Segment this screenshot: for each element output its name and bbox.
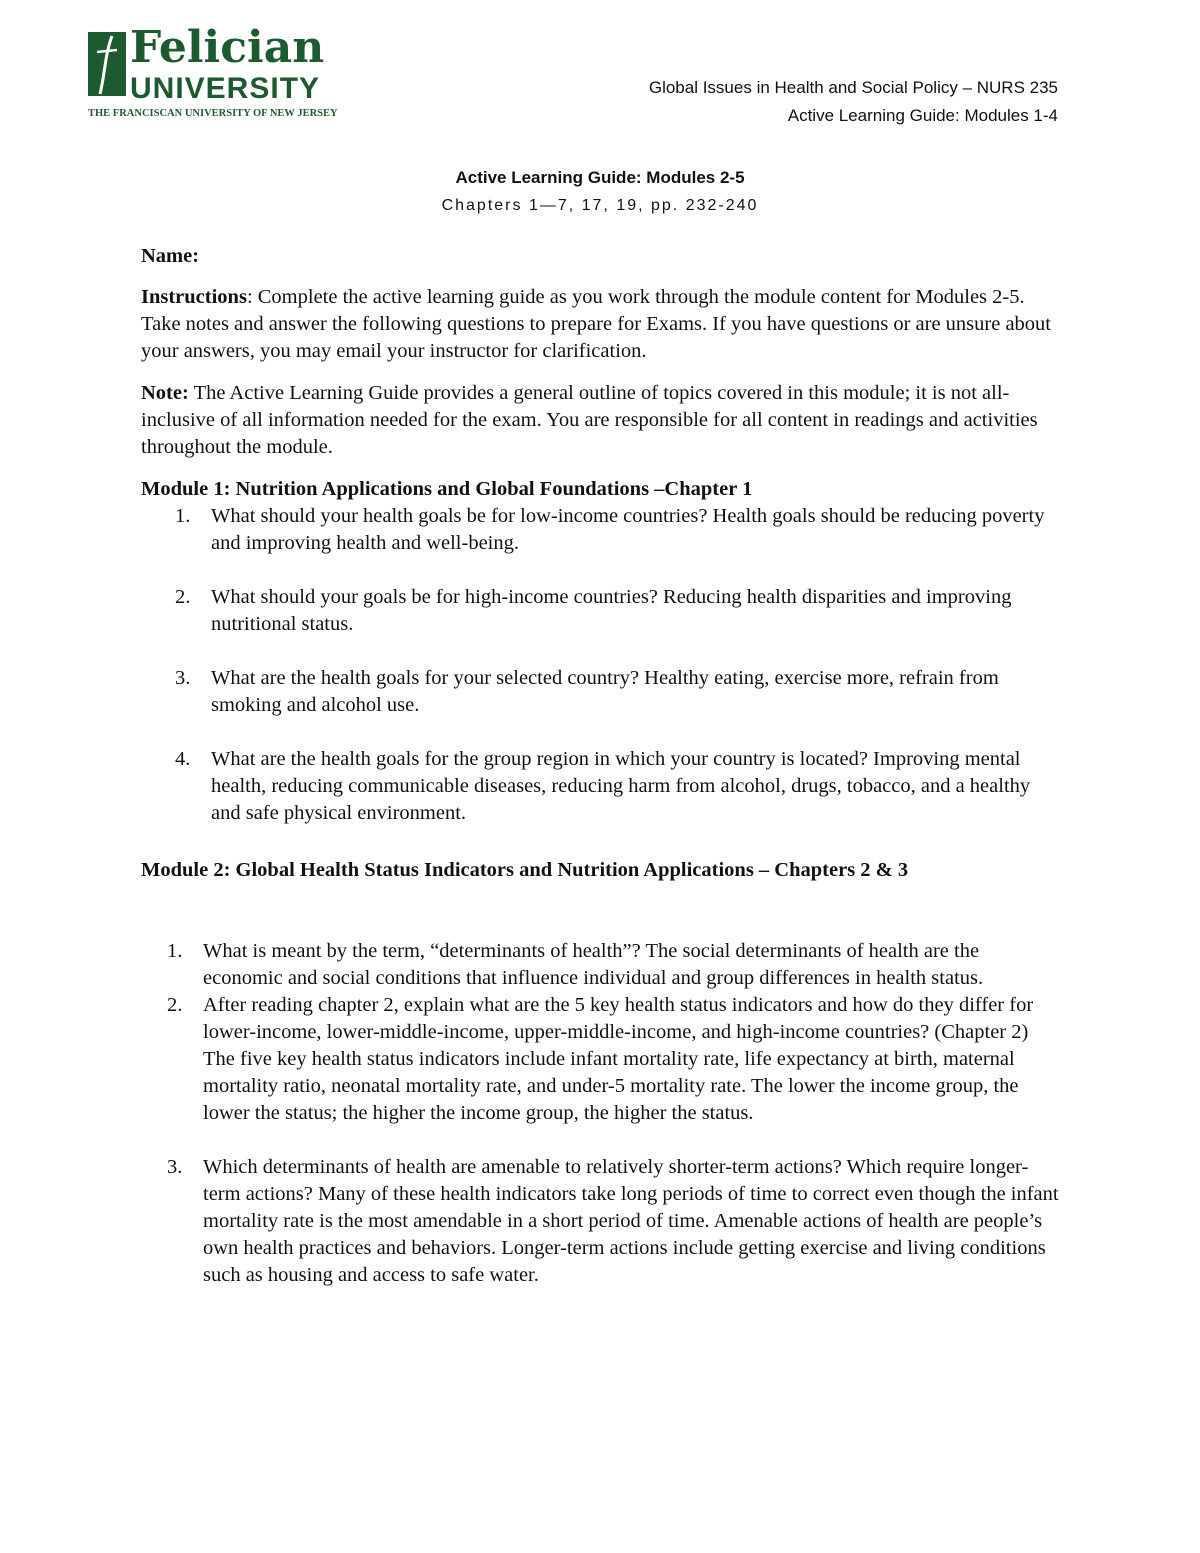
logo-wordmark-felician: Felician [130,22,325,73]
list-item-number: 3. [167,1156,183,1178]
cross-emblem-icon [88,32,126,96]
list-item [141,503,1061,557]
list-item-text: What are the health goals for your selected country? Healthy eating, exercise more, refrain from smoking and alcohol use. [211,667,999,716]
list-item-text: What should your goals be for high-income countries? Reducing health disparities and improving nutritional status. [211,586,1012,635]
list-item-number: 4. [175,748,191,770]
list-item-number: 1. [167,940,183,962]
module1-question-list [141,503,1061,827]
list-item-number: 2. [167,994,183,1016]
name-label: Name: [141,245,200,267]
document-body [141,243,1061,1289]
list-item-text: Which determinants of health are amenable to relatively shorter-term actions? Which require longer-term actions? Many of these health indicators take long periods of time to correct even though the infant mortality rate is the most amendable in a short period of time. Amenable actions of health are people’s own health practices and behaviors. Longer-term actions include getting exercise and living conditions such as housing and access to safe water. [203,1156,1059,1286]
felician-university-logo [88,22,338,123]
instructions-paragraph [141,284,1061,365]
document-title: Active Learning Guide: Modules 2-5 [455,168,745,187]
list-item-text: What are the health goals for the group region in which your country is located? Improving mental health, reducing communicable diseases, reducing harm from alcohol, drugs, tobacco, and a healthy and safe physical environment. [211,748,1031,824]
list-item [141,938,1061,992]
instructions-label: Instructions [141,286,247,308]
header-guide-title: Active Learning Guide: Modules 1-4 [787,106,1058,125]
header-course-title: Global Issues in Health and Social Policy – NURS 235 [648,78,1058,97]
logo-wordmark-university: UNIVERSITY [130,72,321,105]
list-item [141,746,1061,827]
note-label: Note: [141,382,189,404]
list-item-text: What is meant by the term, “determinants of health”? The social determinants of health are the economic and social conditions that influence individual and group differences in health status. [203,940,984,989]
list-item [141,992,1061,1127]
list-item-number: 2. [175,586,191,608]
list-item-number: 1. [175,505,191,527]
list-item-number: 3. [175,667,191,689]
note-paragraph [141,380,1061,461]
list-item-text: What should your health goals be for low-income countries? Health goals should be reducing poverty and improving health and well-being. [211,505,1045,554]
document-header [649,74,1058,130]
module2-question-list [141,938,1061,1289]
logo-tagline: THE FRANCISCAN UNIVERSITY OF NEW JERSEY [88,108,338,119]
module2-heading: Module 2: Global Health Status Indicators and Nutrition Applications – Chapters 2 & 3 [141,859,909,881]
list-item [141,665,1061,719]
module1-heading: Module 1: Nutrition Applications and Global Foundations –Chapter 1 [141,478,753,500]
document-subtitle: Chapters 1—7, 17, 19, pp. 232-240 [441,197,759,214]
list-item [141,1154,1061,1289]
instructions-text: : Complete the active learning guide as you work through the module content for Modules 2-5. Take notes and answer the following questions to prepare for Exams. If you have questions or are unsure about your answers, you may email your instructor for clarification. [141,286,1051,362]
list-item-text: After reading chapter 2, explain what are the 5 key health status indicators and how do they differ for lower-income, lower-middle-income, upper-middle-income, and high-income countries? (Chapter 2) The five key health status indicators include infant mortality rate, life expectancy at birth, maternal mortality ratio, neonatal mortality rate, and under-5 mortality rate. The lower the income group, the lower the status; the higher the income group, the higher the status. [203,994,1034,1124]
list-item [141,584,1061,638]
note-text: The Active Learning Guide provides a general outline of topics covered in this module; it is not all-inclusive of all information needed for the exam. You are responsible for all content in readings and activities throughout the module. [141,382,1038,458]
